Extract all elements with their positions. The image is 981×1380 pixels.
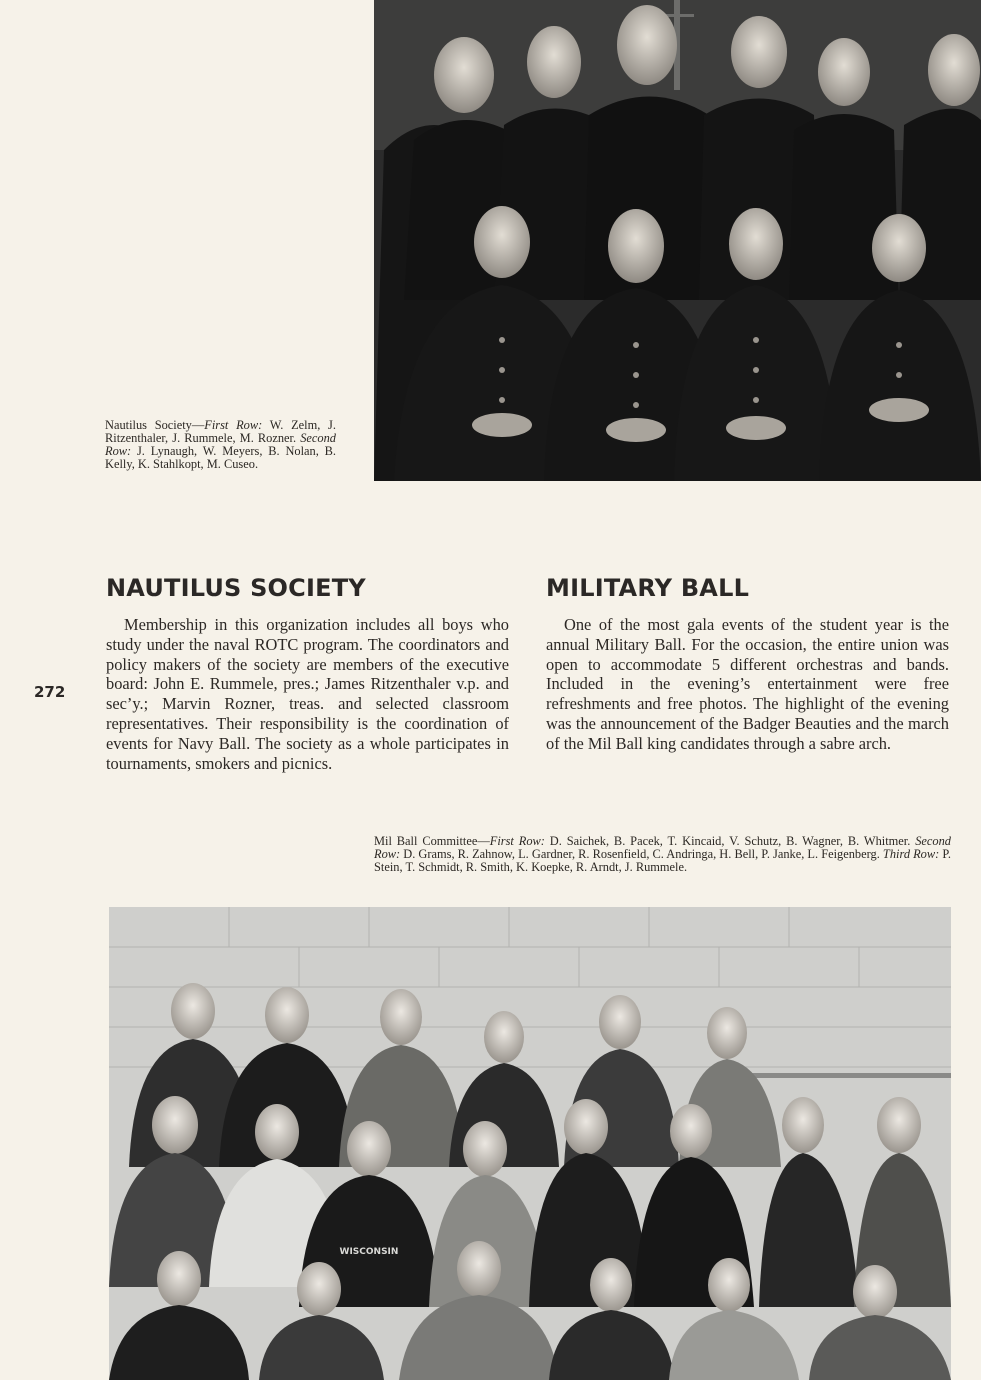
committee-group-illustration (109, 907, 951, 1380)
caption-row3-names: P. Stein, T. Schmidt, R. Smith, K. Koepke, R. Arndt, J. Rummele. (374, 847, 951, 874)
caption-row2-label: Second Row: (374, 834, 951, 861)
caption-row1-names: D. Saichek, B. Pacek, T. Kincaid, V. Schutz, B. Wagner, B. Whitmer. (544, 834, 916, 848)
mil-ball-committee-photo (109, 907, 951, 1380)
sweatshirt-text: WISCONSIN (339, 1247, 399, 1257)
caption-lead: Nautilus Society— (105, 418, 205, 432)
caption-row2-names: D. Grams, R. Zahnow, L. Gardner, R. Rosenfield, C. Andringa, H. Bell, P. Janke, L. Feigenberg. (400, 847, 883, 861)
caption-row1-label: First Row: (489, 834, 545, 848)
nautilus-society-heading: NAUTILUS SOCIETY (106, 574, 366, 602)
caption-row1-names: W. Zelm, J. Ritzenthaler, J. Rummele, M. Rozner. (105, 418, 336, 445)
nautilus-photo-caption (105, 419, 336, 471)
caption-row2-label: Second Row: (105, 431, 336, 458)
nautilus-group-illustration (374, 0, 981, 481)
caption-row3-label: Third Row: (882, 847, 940, 861)
caption-row2-names: J. Lynaugh, W. Meyers, B. Nolan, B. Kelly, K. Stahlkopt, M. Cuseo. (105, 444, 336, 471)
military-ball-body: One of the most gala events of the student year is the annual Military Ball. For the occasion, the entire union was open to accommodate 5 different orchestras and bands. Included in the evening’s entertainment were free refreshments and free photos. The highlight of the evening was the announcement of the Badger Beauties and the march of the Mil Ball king candidates through a sabre arch. (546, 615, 949, 753)
nautilus-society-photo (374, 0, 981, 481)
nautilus-society-body: Membership in this organization includes all boys who study under the naval ROTC program. The coordinators and policy makers of the society are members of the executive board: John E. Rummele, pres.; James Ritzenthaler v.p. and sec’y.; Marvin Rozner, treas. and selected classroom representatives. Their responsibility is the coordination of events for Navy Ball. The society as a whole participates in tournaments, smokers and picnics. (106, 615, 509, 773)
mil-ball-committee-caption (374, 835, 951, 874)
caption-row1-label: First Row: (204, 418, 263, 432)
military-ball-heading: MILITARY BALL (546, 574, 750, 602)
caption-lead: Mil Ball Committee— (374, 834, 490, 848)
page-number: 272 (34, 683, 66, 701)
